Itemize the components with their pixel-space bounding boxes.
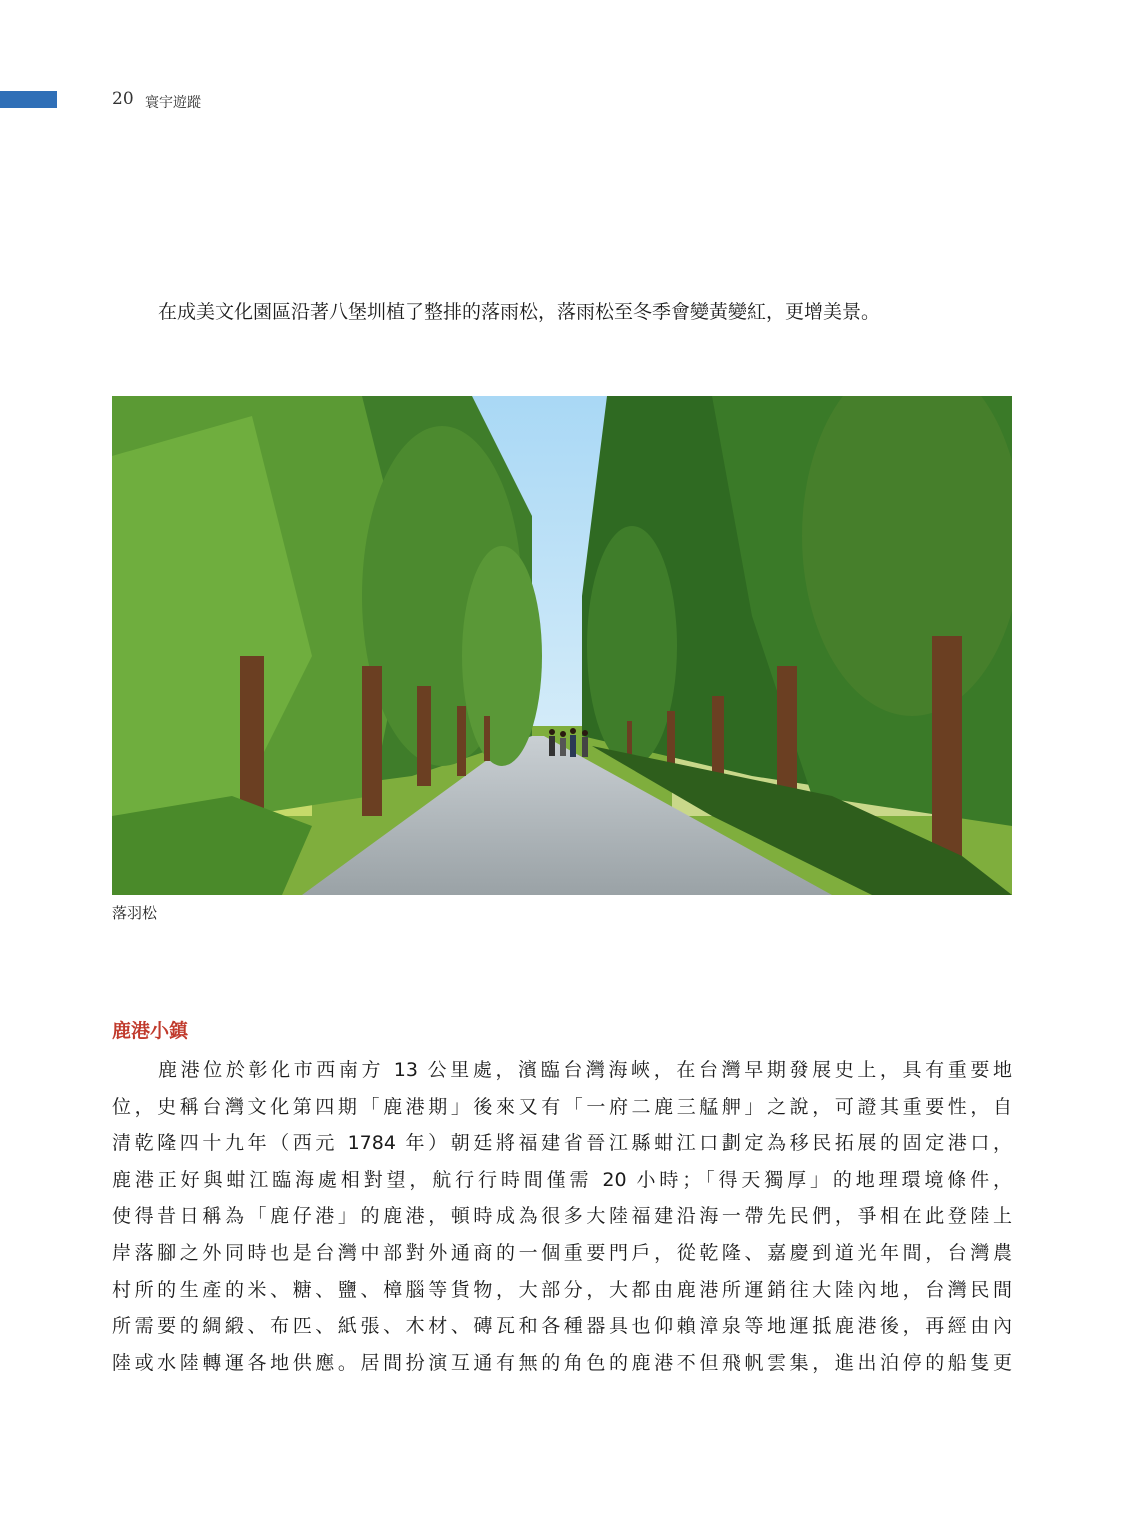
page-number: 20 <box>112 89 134 109</box>
tree-lined-path-photo <box>112 396 1012 895</box>
body-line: 鹿港正好與蚶江臨海處相對望，航行行時間僅需 20 小時；「得天獨厚」的地理環境條件， <box>112 1168 1012 1191</box>
section-heading: 鹿港小鎮 <box>112 1020 189 1042</box>
body-line: 村所的生產的米、糖、鹽、樟腦等貨物，大部分，大都由鹿港所運銷往大陸內地，台灣民間 <box>112 1278 1012 1301</box>
body-line: 位，史稱台灣文化第四期「鹿港期」後來又有「一府二鹿三艋舺」之說，可證其重要性，自 <box>112 1095 1012 1118</box>
section-body-paragraph <box>112 1052 1012 1381</box>
body-line: 岸落腳之外同時也是台灣中部對外通商的一個重要門戶，從乾隆、嘉慶到道光年間，台灣農 <box>112 1241 1012 1264</box>
photo-caption: 落羽松 <box>112 904 158 922</box>
body-line: 使得昔日稱為「鹿仔港」的鹿港，頓時成為很多大陸福建沿海一帶先民們，爭相在此登陸上 <box>112 1205 1012 1228</box>
running-header-title: 寰宇遊蹤 <box>145 95 201 111</box>
body-line: 陸或水陸轉運各地供應。居間扮演互通有無的角色的鹿港不但飛帆雲集，進出泊停的船隻更 <box>112 1351 1012 1374</box>
chapter-tab-bar <box>0 91 57 108</box>
intro-paragraph: 在成美文化園區沿著八堡圳植了整排的落雨松，落雨松至冬季會變黃變紅，更增美景。 <box>158 301 881 323</box>
body-line: 所需要的綢緞、布匹、紙張、木材、磚瓦和各種器具也仰賴漳泉等地運抵鹿港後，再經由內 <box>112 1315 1012 1338</box>
body-line: 清乾隆四十九年（西元 1784 年）朝廷將福建省晉江縣蚶江口劃定為移民拓展的固定港口， <box>112 1132 1012 1155</box>
body-line: 鹿港位於彰化市西南方 13 公里處，濱臨台灣海峽，在台灣早期發展史上，具有重要地 <box>158 1059 1012 1081</box>
